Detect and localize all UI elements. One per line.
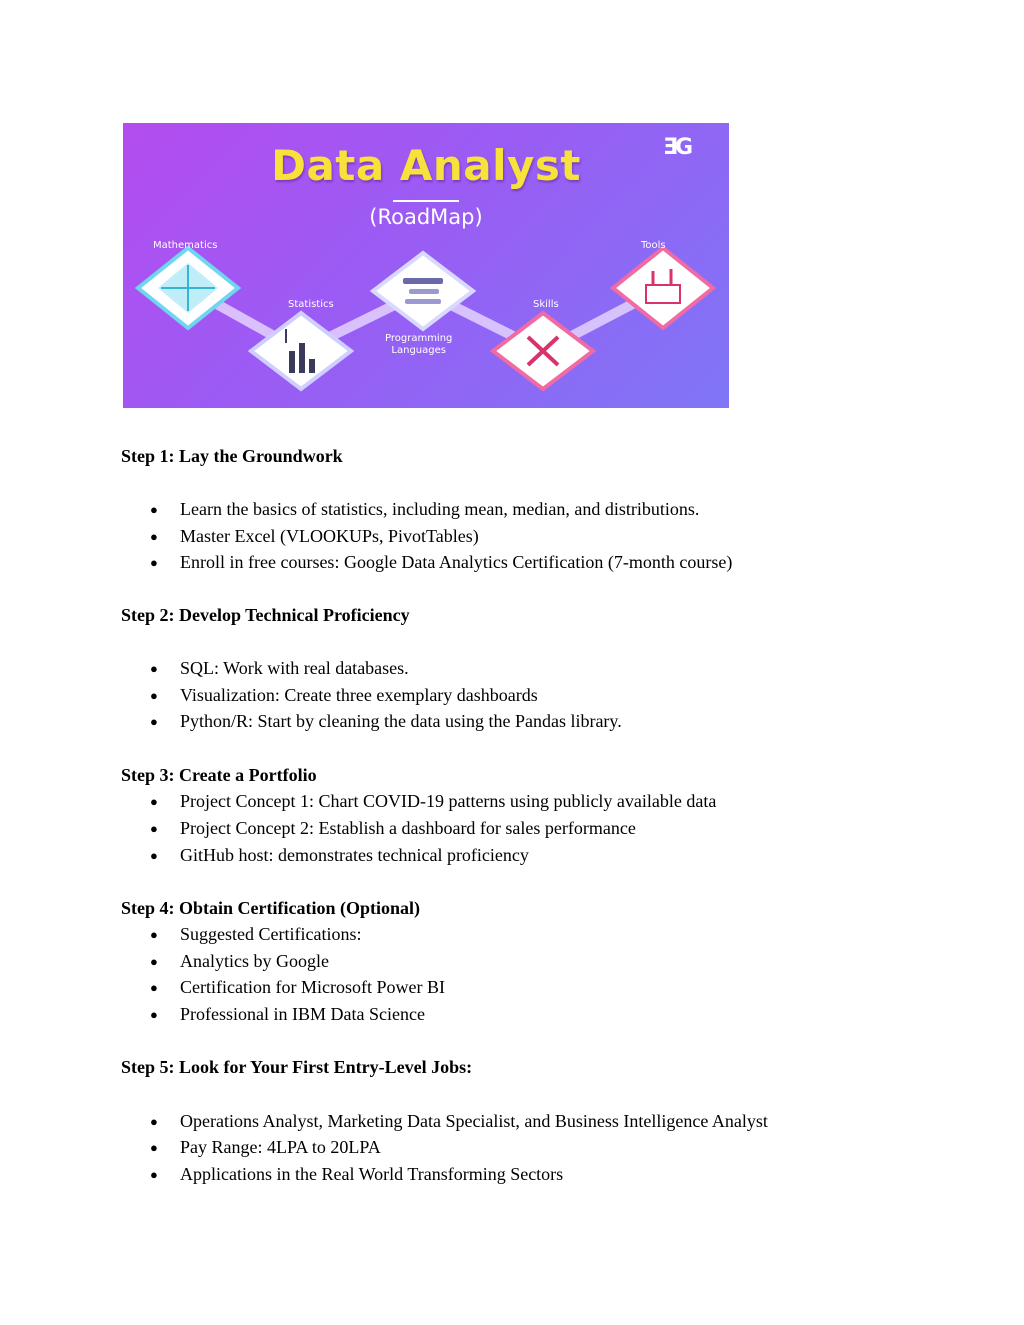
list-item: ● Master Excel (VLOOKUPs, PivotTables) — [150, 526, 479, 546]
statistics-icon — [251, 313, 351, 389]
roadmap-banner-image — [123, 123, 729, 408]
bullet-icon: ● — [150, 1114, 158, 1129]
list-item: ● SQL: Work with real databases. — [150, 658, 409, 678]
step-4-heading: Step 4: Obtain Certification (Optional) — [121, 898, 420, 918]
bullet-icon: ● — [150, 954, 158, 969]
bullet-icon: ● — [150, 927, 158, 942]
bullet-icon: ● — [150, 661, 158, 676]
list-item: ● Enroll in free courses: Google Data Analytics Certification (7-month course) — [150, 552, 733, 572]
mathematics-icon — [138, 248, 238, 328]
bullet-icon: ● — [150, 848, 158, 863]
tools-icon — [613, 248, 713, 328]
banner-title: Data Analyst — [271, 141, 581, 190]
bullet-icon: ● — [150, 821, 158, 836]
gfg-logo: ƎG — [663, 135, 691, 160]
node-label-mathematics: Mathematics — [153, 240, 218, 251]
bullet-icon: ● — [150, 1167, 158, 1182]
list-item: ● Learn the basics of statistics, including mean, median, and distributions. — [150, 499, 700, 519]
bullet-icon: ● — [150, 529, 158, 544]
list-item: ● GitHub host: demonstrates technical proficiency — [150, 845, 529, 865]
node-label-tools: Tools — [641, 240, 666, 251]
bullet-icon: ● — [150, 714, 158, 729]
list-item: ● Project Concept 2: Establish a dashboard for sales performance — [150, 818, 636, 838]
list-item: ● Analytics by Google — [150, 951, 329, 971]
list-item: ● Operations Analyst, Marketing Data Specialist, and Business Intelligence Analyst — [150, 1111, 768, 1131]
bullet-icon: ● — [150, 794, 158, 809]
node-label-programming: Programming Languages — [385, 333, 453, 356]
programming-languages-icon — [373, 253, 473, 329]
node-label-skills: Skills — [533, 299, 559, 310]
list-item: ● Project Concept 1: Chart COVID-19 patterns using publicly available data — [150, 791, 717, 811]
node-label-statistics: Statistics — [288, 299, 334, 310]
list-item: ● Certification for Microsoft Power BI — [150, 977, 445, 997]
skills-icon — [493, 313, 593, 389]
step-3-heading: Step 3: Create a Portfolio — [121, 765, 317, 785]
bullet-icon: ● — [150, 1007, 158, 1022]
bullet-icon: ● — [150, 980, 158, 995]
banner-subtitle: (RoadMap) — [369, 205, 483, 229]
bullet-icon: ● — [150, 688, 158, 703]
step-5-heading: Step 5: Look for Your First Entry-Level Jobs: — [121, 1057, 473, 1077]
list-item: ● Applications in the Real World Transforming Sectors — [150, 1164, 564, 1184]
bullet-icon: ● — [150, 502, 158, 517]
list-item: ● Suggested Certifications: — [150, 924, 362, 944]
list-item: ● Professional in IBM Data Science — [150, 1004, 425, 1024]
step-1-heading: Step 1: Lay the Groundwork — [121, 446, 343, 466]
bullet-icon: ● — [150, 1140, 158, 1155]
bullet-icon: ● — [150, 555, 158, 570]
list-item: ● Visualization: Create three exemplary dashboards — [150, 685, 538, 705]
list-item: ● Python/R: Start by cleaning the data using the Pandas library. — [150, 711, 622, 731]
list-item: ● Pay Range: 4LPA to 20LPA — [150, 1137, 381, 1157]
banner-divider — [393, 200, 459, 202]
step-2-heading: Step 2: Develop Technical Proficiency — [121, 605, 410, 625]
